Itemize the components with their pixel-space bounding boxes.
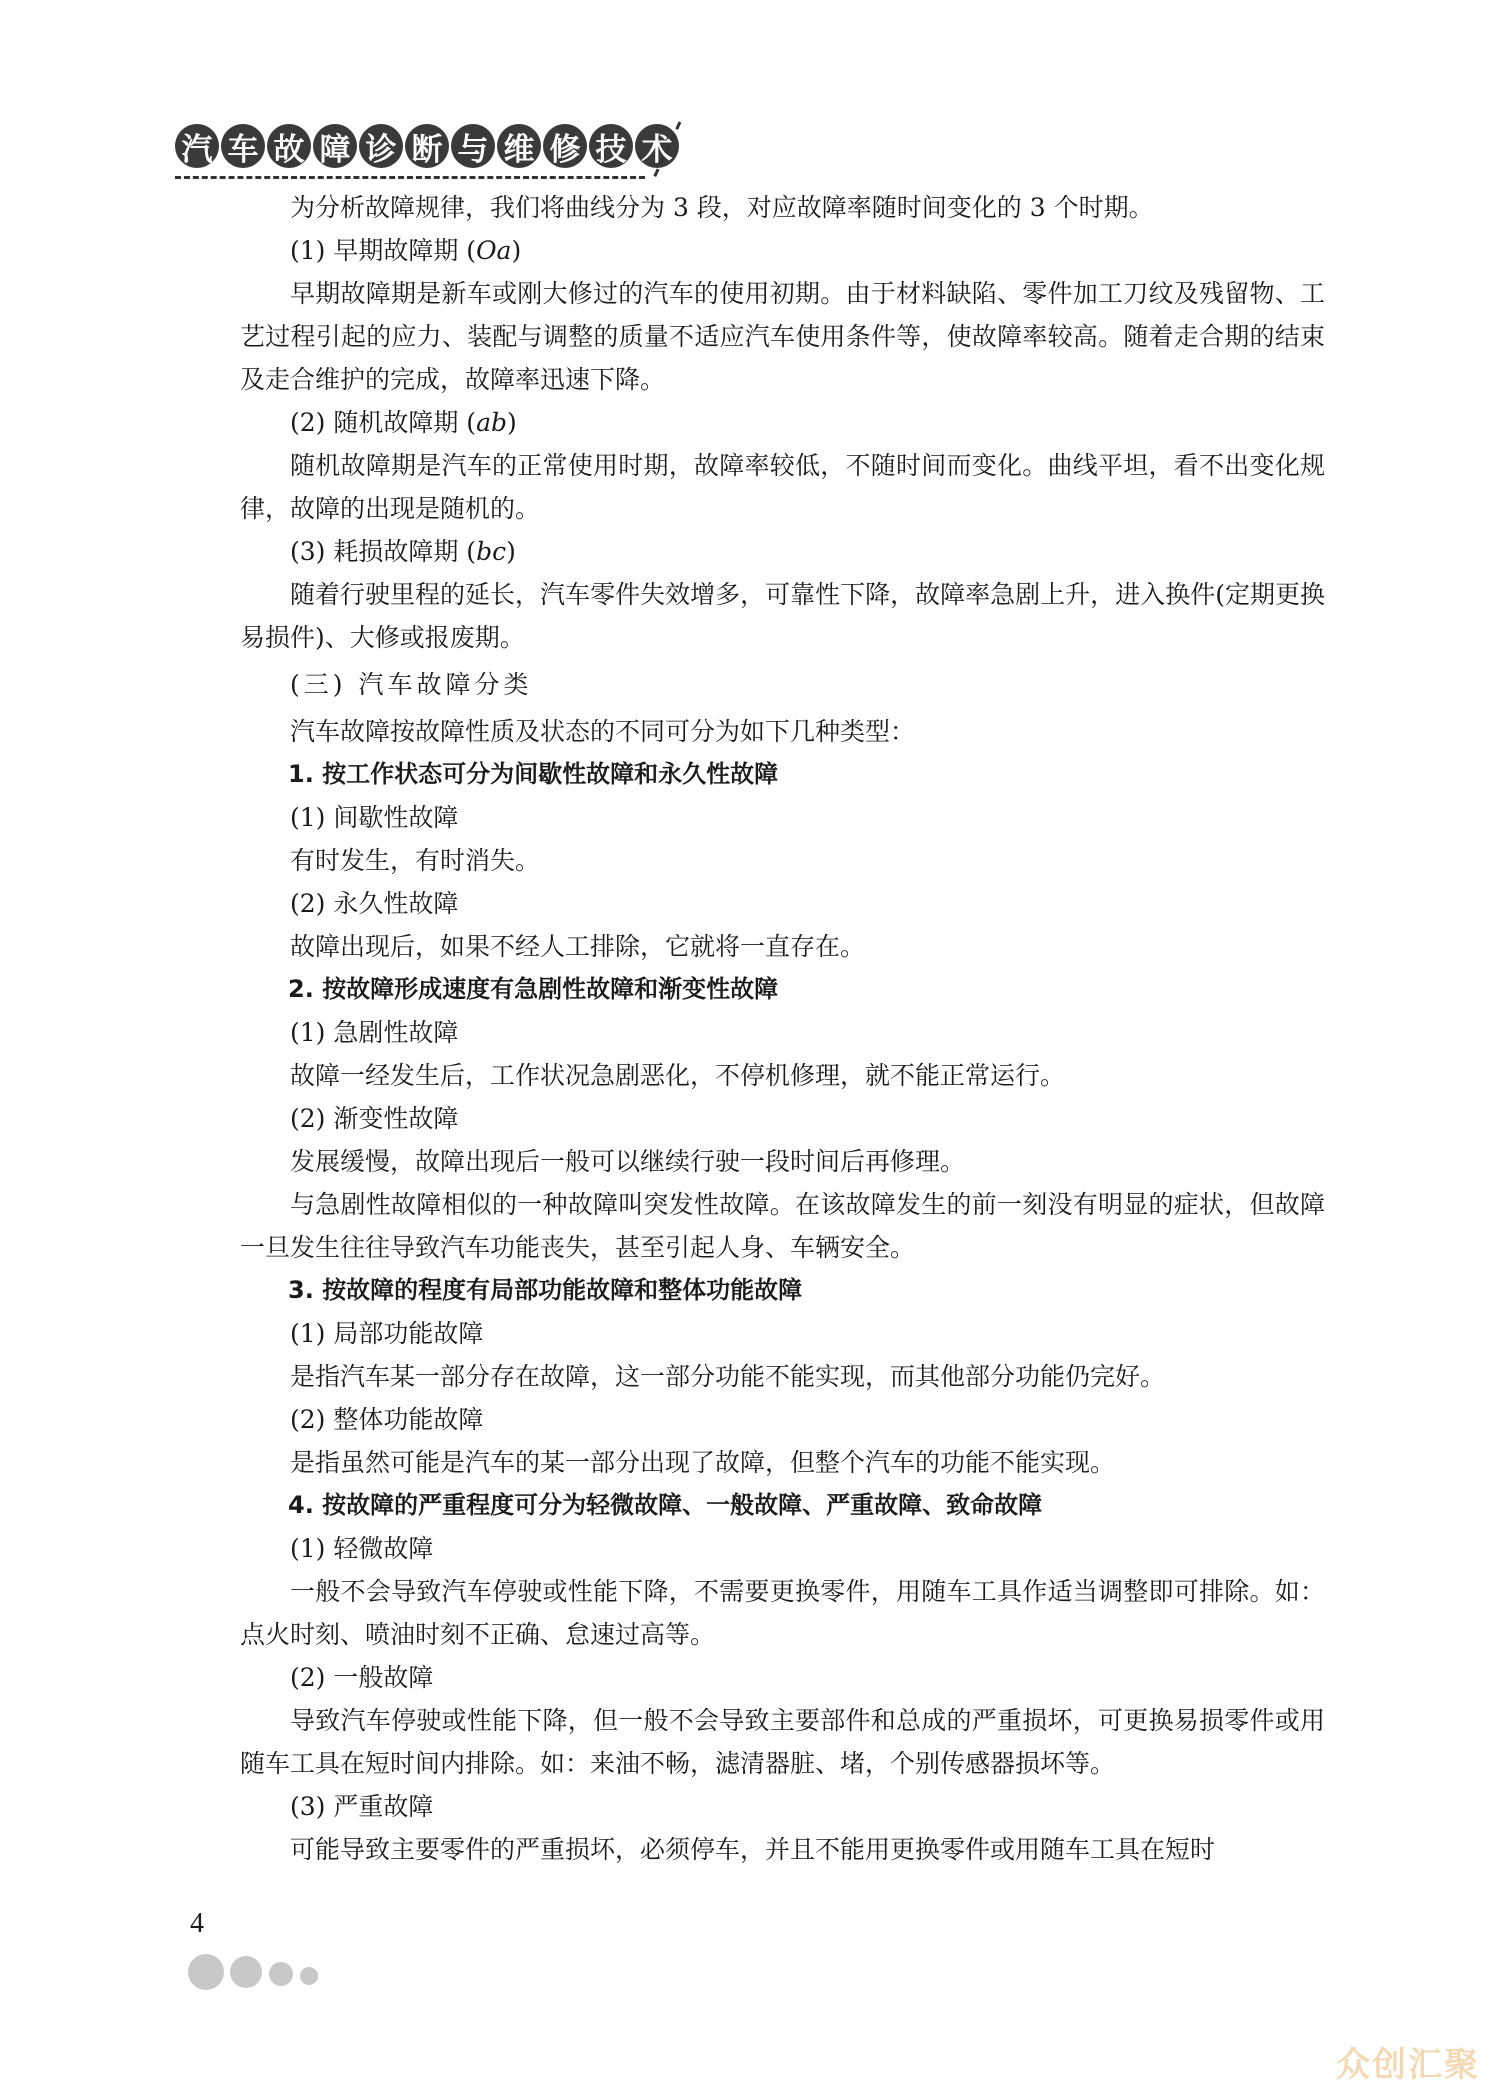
paragraph: 故障一经发生后，工作状况急剧恶化，不停机修理，就不能正常运行。	[290, 1061, 1066, 1090]
paragraph: 是指汽车某一部分存在故障，这一部分功能不能实现，而其他部分功能仍完好。	[290, 1362, 1166, 1391]
section-title: (三) 汽车故障分类	[290, 670, 533, 699]
header-char: 维	[497, 124, 541, 168]
subheading: (2) 整体功能故障	[290, 1405, 484, 1434]
page-number: 4	[190, 1908, 204, 1939]
subheading	[240, 401, 1325, 444]
subheading: (1) 急剧性故障	[290, 1018, 459, 1047]
paragraph: 早期故障期是新车或刚大修过的汽车的使用初期。由于材料缺陷、零件加工刀纹及残留物、工艺过程引起的应力、装配与调整的质量不适应汽车使用条件等，使故障率较高。随着走合期的结束及走合维护的完成，故障率迅速下降。	[240, 279, 1325, 394]
subheading: (1) 轻微故障	[290, 1534, 434, 1563]
paragraph: 故障出现后，如果不经人工排除，它就将一直存在。	[290, 932, 866, 961]
paragraph: 可能导致主要零件的严重损坏，必须停车，并且不能用更换零件或用随车工具在短时	[290, 1835, 1216, 1864]
subheading	[240, 229, 1325, 272]
header-dashed-line	[175, 176, 645, 179]
header-slash-decoration	[650, 120, 690, 180]
header-char: 故	[267, 124, 311, 168]
header-char: 与	[451, 124, 495, 168]
paragraph: 随机故障期是汽车的正常使用时期，故障率较低，不随时间而变化。曲线平坦，看不出变化规律，故障的出现是随机的。	[240, 451, 1325, 523]
bold-heading: 4. 按故障的严重程度可分为轻微故障、一般故障、严重故障、致命故障	[288, 1491, 1043, 1519]
running-header	[175, 120, 695, 180]
subheading: (3) 严重故障	[290, 1792, 434, 1821]
paragraph: 是指虽然可能是汽车的某一部分出现了故障，但整个汽车的功能不能实现。	[290, 1448, 1116, 1477]
header-char: 诊	[359, 124, 403, 168]
subheading: (1) 间歇性故障	[290, 803, 459, 832]
header-char: 术	[635, 124, 679, 168]
header-title	[175, 124, 679, 168]
bold-heading: 3. 按故障的程度有局部功能故障和整体功能故障	[288, 1276, 803, 1304]
variable: bc	[476, 537, 507, 566]
header-char: 断	[405, 124, 449, 168]
header-char: 障	[313, 124, 357, 168]
subheading-text: )	[506, 408, 517, 437]
paragraph: 为分析故障规律，我们将曲线分为 3 段，对应故障率随时间变化的 3 个时期。	[290, 193, 1154, 222]
footer-dots-decoration	[188, 1950, 328, 1994]
subheading: (2) 一般故障	[290, 1663, 434, 1692]
subheading: (2) 永久性故障	[290, 889, 459, 918]
subheading-text: )	[506, 537, 516, 566]
header-char: 车	[221, 124, 265, 168]
watermark: 众创汇聚	[1336, 2045, 1480, 2085]
paragraph: 导致汽车停驶或性能下降，但一般不会导致主要部件和总成的严重损坏，可更换易损零件或用随车工具在短时间内排除。如：来油不畅，滤清器脏、堵，个别传感器损坏等。	[240, 1706, 1325, 1778]
paragraph: 发展缓慢，故障出现后一般可以继续行驶一段时间后再修理。	[290, 1147, 966, 1176]
subheading-text: )	[511, 236, 522, 265]
header-char: 修	[543, 124, 587, 168]
paragraph: 与急剧性故障相似的一种故障叫突发性故障。在该故障发生的前一刻没有明显的症状，但故障一旦发生往往导致汽车功能丧失，甚至引起人身、车辆安全。	[240, 1190, 1325, 1262]
paragraph: 随着行驶里程的延长，汽车零件失效增多，可靠性下降，故障率急剧上升，进入换件(定期更换易损件)、大修或报废期。	[240, 580, 1325, 652]
subheading	[240, 530, 1325, 573]
bold-heading: 1. 按工作状态可分为间歇性故障和永久性故障	[288, 760, 779, 788]
paragraph: 一般不会导致汽车停驶或性能下降，不需要更换零件，用随车工具作适当调整即可排除。如：点火时刻、喷油时刻不正确、怠速过高等。	[240, 1577, 1325, 1649]
subheading: (2) 渐变性故障	[290, 1104, 459, 1133]
subheading-text: (2) 随机故障期 (	[290, 408, 477, 437]
bold-heading: 2. 按故障形成速度有急剧性故障和渐变性故障	[288, 975, 779, 1003]
variable: ab	[476, 408, 507, 437]
paragraph: 汽车故障按故障性质及状态的不同可分为如下几种类型：	[290, 717, 916, 746]
paragraph: 有时发生，有时消失。	[290, 846, 541, 875]
page-body	[240, 186, 1325, 1871]
subheading: (1) 局部功能故障	[290, 1319, 484, 1348]
variable: Oa	[476, 236, 512, 265]
header-char: 汽	[175, 124, 219, 168]
header-char: 技	[589, 124, 633, 168]
subheading-text: (3) 耗损故障期 (	[290, 537, 477, 566]
subheading-text: (1) 早期故障期 (	[290, 236, 477, 265]
